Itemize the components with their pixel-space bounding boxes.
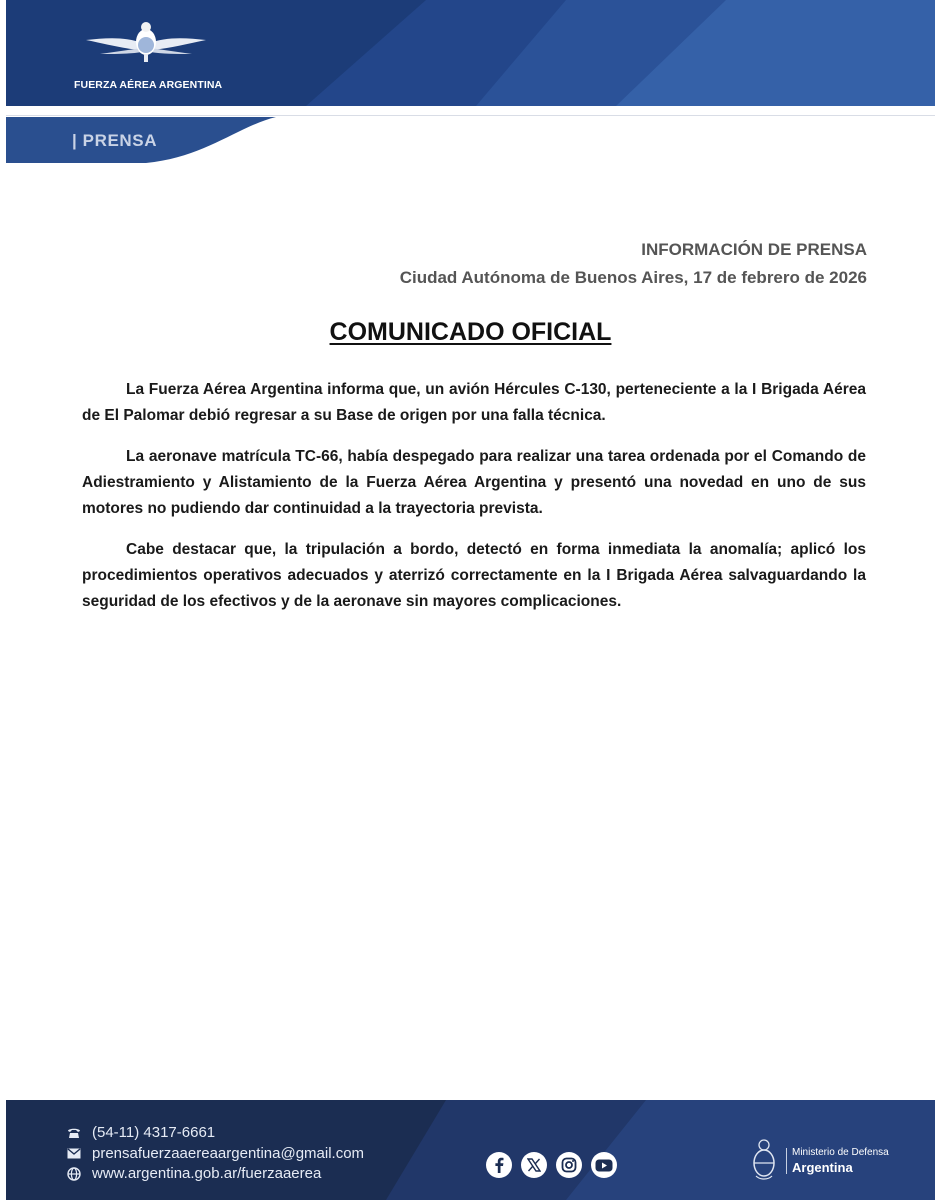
- national-coat-of-arms-icon: [750, 1136, 778, 1182]
- info-title: INFORMACIÓN DE PRENSA: [641, 240, 867, 259]
- header-divider: [6, 115, 935, 116]
- instagram-icon[interactable]: [556, 1152, 582, 1178]
- phone-number: (54-11) 4317-6661: [92, 1124, 216, 1141]
- paragraph: La aeronave matrícula TC-66, había despegado para realizar una tarea ordenada por el Comando de Adiestramiento y Alistamiento de la Fuerza Aérea Argentina y presentó una novedad en uno de sus motores no pudiendo dar continuidad a la trayectoria prevista.: [82, 448, 866, 517]
- website-link[interactable]: www.argentina.gob.ar/fuerzaaerea: [92, 1165, 322, 1182]
- headline: COMUNICADO OFICIAL: [329, 318, 612, 346]
- org-name: FUERZA AÉREA ARGENTINA: [74, 79, 223, 91]
- phone-row: [66, 1124, 215, 1141]
- air-force-wings-emblem-icon: [84, 14, 208, 68]
- header-banner: [6, 0, 935, 106]
- email-row: [66, 1145, 364, 1162]
- section-label: | PRENSA: [72, 131, 158, 150]
- facebook-icon[interactable]: [486, 1152, 512, 1178]
- globe-icon: [66, 1166, 82, 1182]
- x-icon[interactable]: [521, 1152, 547, 1178]
- social-links: [486, 1152, 617, 1178]
- ministry-divider: [786, 1148, 787, 1174]
- press-release-page: [6, 0, 935, 1200]
- date-line: Ciudad Autónoma de Buenos Aires, 17 de febrero de 2026: [399, 268, 867, 287]
- phone-icon: [66, 1125, 82, 1141]
- paragraph: La Fuerza Aérea Argentina informa que, un avión Hércules C-130, perteneciente a la I Brigada Aérea de El Palomar debió regresar a su Base de origen por una falla técnica.: [82, 381, 866, 424]
- ministry-country: Argentina: [792, 1160, 853, 1175]
- envelope-icon: [66, 1146, 82, 1162]
- website-row: [66, 1165, 321, 1182]
- paragraph: Cabe destacar que, la tripulación a bordo, detectó en forma inmediata la anomalía; aplicó los procedimientos operativos adecuados y aterrizó correctamente en la I Brigada Aérea salvaguardando la seguridad de los efectivos y de la aeronave sin mayores complicaciones.: [82, 541, 866, 610]
- email-link[interactable]: prensafuerzaaereaargentina@gmail.com: [92, 1145, 365, 1162]
- body-content: [82, 377, 866, 630]
- ministry-name: Ministerio de Defensa: [792, 1147, 889, 1158]
- youtube-icon[interactable]: [591, 1152, 617, 1178]
